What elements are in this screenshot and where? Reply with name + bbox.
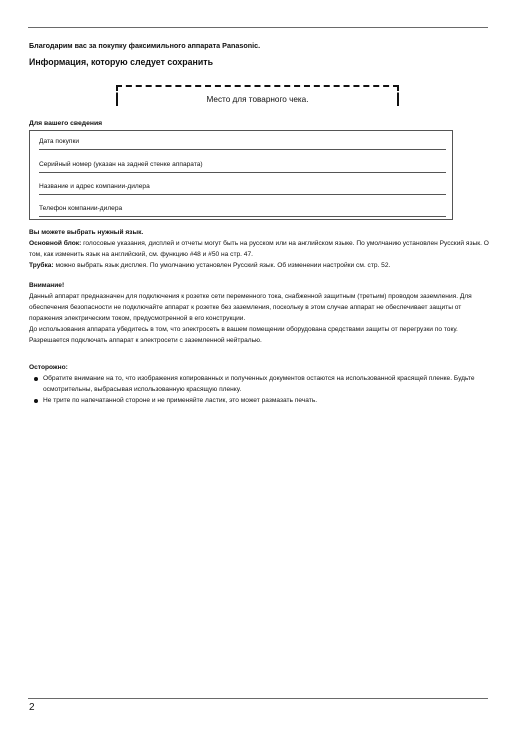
info-row-label: Телефон компании-дилера <box>39 205 123 212</box>
language-base-paragraph <box>29 239 489 261</box>
caution-section <box>29 363 489 407</box>
caution-list <box>29 374 489 407</box>
handset-text: можно выбрать язык дисплея. По умолчанию установлен Русский язык. Об изменении настройки см. стр. 52. <box>53 261 391 269</box>
info-row-dealer-phone <box>39 199 446 217</box>
language-handset-paragraph <box>29 261 489 272</box>
attention-paragraph-grounding: Данный аппарат предназначен для подключения к розетке сети переменного тока, снабженной защитным (третьим) проводом заземления. Для обеспечения безопасности не подключайте аппарат к розетке без заземления, поскольку в этом случае аппарат не обеспечивает защиты от поражения электрическим током, предусмотренной в его конструкции. <box>29 292 472 322</box>
base-unit-label: Основной блок: <box>29 239 82 247</box>
caution-item <box>29 396 489 407</box>
footer-rule <box>28 698 488 699</box>
bullet-icon <box>34 399 38 403</box>
receipt-placeholder-box <box>116 85 399 104</box>
page-number: 2 <box>29 702 35 713</box>
language-section <box>29 228 489 272</box>
info-row-serial-number <box>39 155 446 173</box>
info-table <box>29 130 453 220</box>
header-rule <box>28 27 488 28</box>
info-row-purchase-date <box>39 132 446 150</box>
attention-heading: Внимание! <box>29 282 65 289</box>
bullet-icon <box>34 377 38 381</box>
handset-label: Трубка: <box>29 261 54 269</box>
info-row-label: Серийный номер (указан на задней стенке аппарата) <box>39 161 203 168</box>
attention-section <box>29 281 489 346</box>
base-unit-text: голосовые указания, дисплей и отчеты могут быть на русском или на английском языке. По умолчанию установлен Русский язык. О том, как изменить язык на английский, см. функцию #48 и #50 на стр. 47. <box>29 239 489 258</box>
info-row-dealer-address <box>39 177 446 195</box>
save-info-heading: Информация, которую следует сохранить <box>29 57 213 67</box>
info-row-label: Дата покупки <box>39 138 80 145</box>
attention-paragraph-neutral: Разрешается подключать аппарат к электросети с заземленной нейтралью. <box>29 336 262 344</box>
receipt-placeholder-text: Место для товарного чека. <box>206 95 309 104</box>
thanks-line: Благодарим вас за покупку факсимильного аппарата Panasonic. <box>29 41 261 50</box>
caution-item-text: Не трите по напечатанной стороне и не применяйте ластик, это может размазать печать. <box>43 396 318 404</box>
info-row-label: Название и адрес компании-дилера <box>39 183 150 190</box>
receipt-box-top-border <box>116 85 399 87</box>
caution-item-text: Обратите внимание на то, что изображения копированных и полученных документов остаются на использованной красящей пленке. Будьте осмотрительны, выбрасывая использованную красящую пленку. <box>43 374 475 393</box>
caution-item <box>29 374 489 396</box>
attention-paragraph-overcurrent: До использования аппарата убедитесь в том, что электросеть в вашем помещении оборудована средствами защиты от перегрузки по току. <box>29 325 458 333</box>
info-heading: Для вашего сведения <box>29 120 103 127</box>
language-heading: Вы можете выбрать нужный язык. <box>29 229 144 236</box>
caution-heading: Осторожно: <box>29 364 68 371</box>
